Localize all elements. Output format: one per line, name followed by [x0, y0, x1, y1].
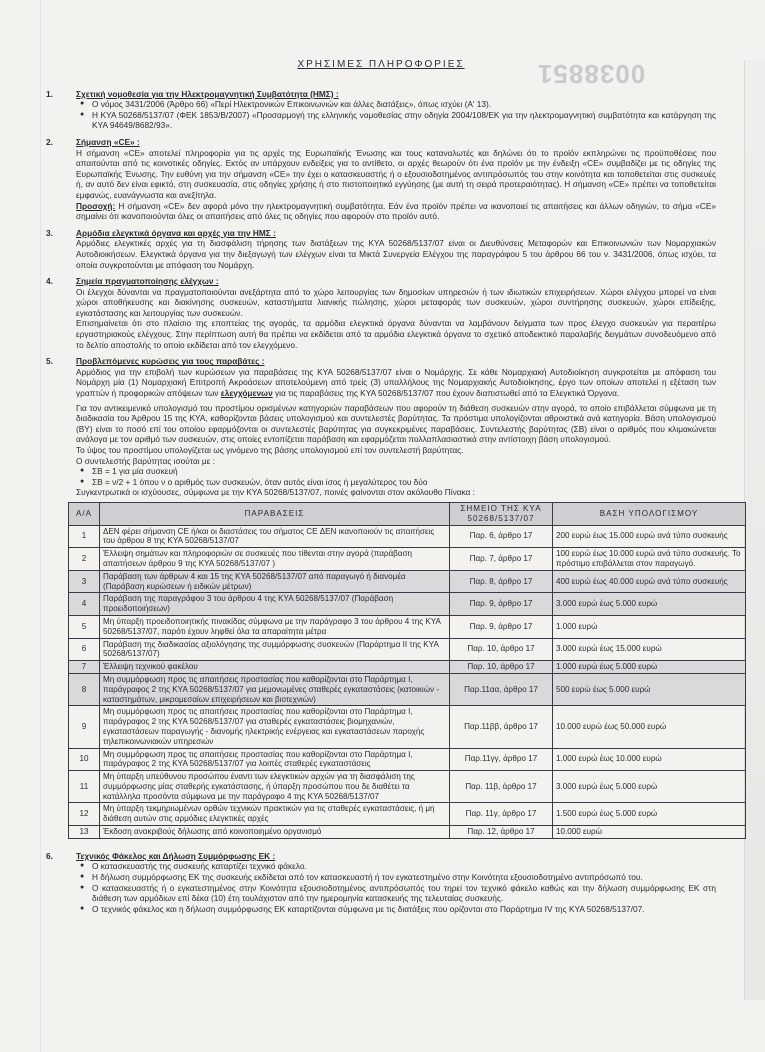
column-header: Α/Α	[69, 502, 100, 525]
paragraph: Ο συντελεστής βαρύτητας ισούται με :	[76, 455, 215, 466]
reference-cell: Παρ. 9, άρθρο 17	[450, 615, 553, 638]
reference-cell: Παρ. 10, άρθρο 17	[450, 661, 553, 674]
violation-cell: Μη συμμόρφωση προς τις απαιτήσεις προστασίας που καθορίζονται στο Παράρτημα I, παράγραφος 2 της ΚΥΑ 50268/5137/07 για μεμονωμένες σταθερές εγκαταστάσεις (κατοικιών - καταστημάτων, μικρομεσαίων επιχειρήσεων και βιοτεχνιών)	[100, 673, 450, 705]
table-row	[69, 673, 746, 705]
row-number-cell: 4	[69, 593, 100, 616]
paragraph: Συγκεντρωτικά οι ισχύουσες, σύμφωνα με την ΚΥΑ 50268/5137/07, ποινές φαίνονται στον ακόλουθο Πίνακα :	[76, 487, 475, 498]
table-row	[69, 661, 746, 674]
calculation-base-cell: 1.000 ευρώ	[553, 615, 746, 638]
violation-cell: Παράβαση της παραγράφου 3 του άρθρου 4 της ΚΥΑ 50268/5137/07 (Παράβαση προειδοποιήσεων)	[100, 593, 450, 616]
column-header: ΒΑΣΗ ΥΠΟΛΟΓΙΣΜΟΥ	[553, 502, 746, 525]
calculation-base-cell: 10.000 ευρώ έως 50.000 ευρώ	[553, 706, 746, 748]
reference-cell: Παρ. 12, άρθρο 17	[450, 826, 553, 839]
row-number-cell: 13	[69, 826, 100, 839]
row-number-cell: 8	[69, 673, 100, 705]
reference-cell: Παρ. 6, άρθρο 17	[450, 525, 553, 548]
row-number-cell: 11	[69, 771, 100, 803]
calculation-base-cell: 1.000 ευρώ έως 10.000 ευρώ	[553, 748, 746, 771]
list-item: ● ΣΒ = ν/2 + 1 όπου ν ο αριθμός των συσκευών, όταν αυτός είναι ίσος ή μεγαλύτερος του δύο	[76, 477, 716, 488]
section-heading: Αρμόδια ελεγκτικά όργανα και αρχές για την ΗΜΣ :	[76, 227, 276, 238]
section-4	[46, 276, 716, 350]
calculation-base-cell: 500 ευρώ έως 5.000 ευρώ	[553, 673, 746, 705]
table-header-row	[69, 502, 746, 525]
paragraph: Για τον αντικειμενικό υπολογισμό του προστίμου ορισμένων κατηγοριών παραβάσεων που αφορούν τη διάθεση συσκευών στην αγορά, το οποίο επιβάλλεται σύμφωνα με τη διαδικασία του Άρθρου 15 της ΚΥΑ, καθορίζονται βάσεις υπολογισμού και συντελεστές βαρύτητας. Τα πρόστιμα υπολογίζονται αθροιστικά ανά κατηγορία. Βάση υπολογισμού (ΒΥ) είναι το ποσό επί του οποίου εφαρμόζονται οι συντελεστές βαρύτητας για συγκεκριμένες παραβάσεις. Συντελεστής βαρύτητας (ΣΒ) είναι ο αριθμός που κλιμακώνεται ανάλογα με τον αριθμό των συσκευών, στις οποίες εντοπίζεται παράβαση και εφαρμόζεται πολλαπλασιαστικά στην αντίστοιχη βάση υπολογισμού.	[76, 402, 716, 445]
note-text: Η σήμανση «CE» δεν αφορά μόνο την ηλεκτρομαγνητική συμβατότητα. Εάν ένα προϊόν πρέπει να ικανοποιεί τις απαιτήσεις και άλλων οδηγιών, το σήμα «CE» σημαίνει ότι ικανοποιούνται όλες οι απαιτήσεις από όλες τις οδηγίες που αφορούν στο προϊόν αυτό.	[76, 200, 716, 222]
section-number: 2.	[46, 136, 53, 147]
calculation-base-cell: 200 ευρώ έως 15.000 ευρώ ανά τύπο συσκευής	[553, 525, 746, 548]
reference-cell: Παρ. 11γ, άρθρο 17	[450, 803, 553, 826]
text-run: Αρμόδιος για την επιβολή των κυρώσεων για παραβάσεις της ΚΥΑ 50268/5137/07 είναι ο Νομάρχης. Σε κάθε Νομαρχιακή Αυτοδιοίκηση συγκροτείται με απόφαση του Νομάρχη μία (1) Νομαρχιακή Επιτροπή Ακροάσεων αποτελούμενη από τρείς (3) υπαλλήλους της Νομαρχιακής Αυτοδιοίκησης, έργο των οποίων αποτελεί η εξέταση των γραπτών ή προφορικών απόψεων των	[76, 366, 716, 399]
paragraph: Το ύψος του προστίμου υπολογίζεται ως γινόμενο της βάσης υπολογισμού επί τον συντελεστή βαρύτητας.	[76, 445, 464, 455]
document-body	[46, 59, 741, 920]
violation-cell: Έλλειψη σημάτων και πληροφοριών σε συσκευές που τίθενται στην αγορά (παράβαση απαιτήσεων άρθρου 9 της ΚΥΑ 50268/5137/07 )	[100, 548, 450, 571]
left-margin-shadow	[0, 0, 41, 1052]
row-number-cell: 12	[69, 803, 100, 826]
violation-cell: Μη ύπαρξη τεκμηριωμένων ορθών τεχνικών πρακτικών για τις σταθερές εγκαταστάσεις, ή μη διάθεση αυτών στις αρμόδιες ελεγκτικές αρχές	[100, 803, 450, 826]
section-number: 6.	[46, 850, 53, 861]
violation-cell: Παράβαση της διαδικασίας αξιολόγησης της συμμόρφωσης συσκευών (Παράρτημα II της ΚΥΑ 50268/5137/07)	[100, 638, 450, 661]
reference-cell: Παρ. 9, άρθρο 17	[450, 593, 553, 616]
violation-cell: Μη συμμόρφωση προς τις απαιτήσεις προστασίας που καθορίζονται στο Παράρτημα I, παράγραφος 2 της ΚΥΑ 50268/5137/07 για σταθερές εγκαταστάσεις βιομηχανιών, εγκαταστάσεων παραγωγής - διανομής ηλεκτρικής ενέργειας και εγκαταστάσεων παροχής τηλεπικοινωνιακών υπηρεσιών	[100, 706, 450, 748]
section-heading: Σχετική νομοθεσία για την Ηλεκτρομαγνητική Συμβατότητα (ΗΜΣ) :	[76, 88, 339, 99]
calculation-base-cell: 1.000 ευρώ έως 5.000 ευρώ	[553, 661, 746, 674]
reference-cell: Παρ.11αα, άρθρο 17	[450, 673, 553, 705]
reference-cell: Παρ. 8, άρθρο 17	[450, 570, 553, 593]
row-number-cell: 9	[69, 706, 100, 748]
section-number: 5.	[46, 356, 53, 367]
calculation-base-cell: 100 ευρώ έως 10.000 ευρώ ανά τύπο συσκευής. Το πρόστιμο επιβάλλεται στον παραγωγό.	[553, 548, 746, 571]
table-row	[69, 771, 746, 803]
section-2	[46, 137, 716, 222]
table-row	[69, 826, 746, 839]
row-number-cell: 6	[69, 638, 100, 661]
section-number: 4.	[46, 276, 53, 287]
table-row	[69, 593, 746, 616]
section-heading: Σημεία πραγματοποίησης ελέγχων :	[76, 276, 219, 287]
column-header: ΠΑΡΑΒΑΣΕΙΣ	[100, 502, 450, 525]
list-item: ● ΣΒ = 1 για μία συσκευή	[76, 466, 716, 477]
violation-cell: Έλλειψη τεχνικού φακέλου	[100, 661, 450, 674]
calculation-base-cell: 10.000 ευρώ	[553, 826, 746, 839]
section-heading: Τεχνικός Φάκελος και Δήλωση Συμμόρφωσης ΕΚ :	[76, 850, 276, 861]
violation-cell: Μη συμμόρφωση προς τις απαιτήσεις προστασίας που καθορίζονται στο Παράρτημα I, παράγραφος 2 της ΚΥΑ 50268/5137/07 για λοιπές σταθερές εγκαταστάσεις	[100, 748, 450, 771]
paragraph: Επισημαίνεται ότι στο πλαίσιο της εποπτείας της αγοράς, τα αρμόδια ελεγκτικά όργανα δύνανται να λαμβάνουν δείγματα των προς έλεγχο συσκευών για περαιτέρω εργαστηριακούς ελέγχους. Στην περίπτωση αυτή θα πρέπει να εκδίδεται από τα αρμόδια ελεγκτικά όργανα το σχετικό αποδεικτικό παραλαβής δειγμάτων συνοδευόμενο από το δελτίο αποστολής το οποίο εκδίδεται από τον ελεγχόμενο.	[76, 318, 716, 350]
column-header: ΣΗΜΕΙΟ ΤΗΣ ΚΥΑ 50268/5137/07	[450, 502, 553, 525]
underlying-form-edge	[744, 60, 765, 1000]
violation-cell: Μη ύπαρξη προειδοποιητικής πινακίδας σύμφωνα με την παράγραφο 3 του άρθρου 4 της ΚΥΑ 50268/5137/07, παρότι έχουν ληφθεί όλα τα απαραίτητα μέτρα	[100, 615, 450, 638]
background-serial-number: 0038851	[536, 59, 645, 89]
list-item: ● Ο κατασκευαστής ή ο εγκατεστημένος στην Κοινότητα εξουσιοδοτημένος αντιπρόσωπός του τηρεί τον τεχνικό φάκελο καθώς και την δήλωση συμμόρφωσης ΕΚ στη διάθεση των αρμόδιων επί δέκα (10) έτη τουλάχιστον από την ημερομηνία κατασκευής της τελευταίας συσκευής.	[76, 883, 716, 904]
section-number: 3.	[46, 227, 53, 238]
table-row	[69, 548, 746, 571]
calculation-base-cell: 1.500 ευρώ έως 5.000 ευρώ	[553, 803, 746, 826]
row-number-cell: 7	[69, 661, 100, 674]
note-label: Προσοχή:	[76, 200, 116, 211]
table-row	[69, 638, 746, 661]
row-number-cell: 1	[69, 525, 100, 548]
list-item: ● Ο νόμος 3431/2006 (Άρθρο 66) «Περί Ηλεκτρονικών Επικοινωνιών και άλλες διατάξεις», όπως ισχύει (Α' 13).	[76, 99, 716, 110]
row-number-cell: 3	[69, 570, 100, 593]
reference-cell: Παρ. 7, άρθρο 17	[450, 548, 553, 571]
note-paragraph	[76, 201, 716, 222]
row-number-cell: 10	[69, 748, 100, 771]
table-row	[69, 525, 746, 548]
calculation-base-cell: 400 ευρώ έως 40.000 ευρώ ανά τύπο συσκευής	[553, 570, 746, 593]
violation-cell: Μη ύπαρξη υπεύθυνου προσώπου έναντι των ελεγκτικών αρχών για τη διασφάλιση της συμμόρφωσης μίας σταθερής εγκατάστασης, ή ύπαρξη προσώπου που δε διαθέτει τα κατάλληλα προσόντα σύμφωνα με την παράγραφο 4 της ΚΥΑ 50268/5137/07	[100, 771, 450, 803]
row-number-cell: 2	[69, 548, 100, 571]
reference-cell: Παρ. 11β, άρθρο 17	[450, 771, 553, 803]
list-item: ● Η δήλωση συμμόρφωσης ΕΚ της συσκευής εκδίδεται από τον κατασκευαστή ή τον εγκατεστημένο στην Κοινότητα εξουσιοδοτημένο αντιπρόσωπό του.	[76, 872, 716, 883]
list-item: ● Ο τεχνικός φάκελος και η δήλωση συμμόρφωσης ΕΚ καταρτίζονται σύμφωνα με τις διατάξεις που ορίζονται στο Παράρτημα IV της ΚΥΑ 50268/5137/07.	[76, 904, 716, 915]
list-item: ● Ο κατασκευαστής της συσκευής καταρτίζει τεχνικό φάκελο.	[76, 861, 716, 872]
paragraph	[76, 367, 716, 399]
table-row	[69, 803, 746, 826]
list-item: ● Η ΚΥΑ 50268/5137/07 (ΦΕΚ 1853/Β/2007) «Προσαρμογή της ελληνικής νομοθεσίας στην οδηγία 2004/108/ΕΚ για την ηλεκτρομαγνητική συμβατότητα και κατάργηση της ΚΥΑ 94649/8682/93».	[76, 110, 716, 131]
table-body	[69, 525, 746, 838]
row-number-cell: 5	[69, 615, 100, 638]
reference-cell: Παρ. 10, άρθρο 17	[450, 638, 553, 661]
paragraph: Η σήμανση «CE» αποτελεί πληροφορία για τις αρχές της Ευρωπαϊκής Ένωσης και τους καταναλωτές και δηλώνει ότι το προϊόν εκπληρώνει τις προϋποθέσεις που απαιτούνται από τις κοινοτικές οδηγίες. Εκτός αν υπάρχουν ενδείξεις για το αντίθετο, οι αρχές θεωρούν ότι ένα προϊόν με την ένδειξη «CE» συμβαδίζει με τις οδηγίες της Ευρωπαϊκής Ένωσης. Την ευθύνη για την σήμανση «CE» την έχει ο κατασκευαστής ή ο εξουσιοδοτημένος αντιπρόσωπός του στην κοινότητα και τοποθετείται στις συσκευές ή, αν αυτό δεν είναι εφικτό, στη συσκευασία, στις οδηγίες χρήσης ή στο πιστοποιητικό εγγύησης (με αυτή τη σειρά προτεραιότητας). Η σήμανση «CE» πρέπει να τοποθετείται εμφανώς, ευανάγνωστα και ανεξίτηλα.	[76, 147, 716, 200]
section-3	[46, 228, 716, 270]
reference-cell: Παρ.11ββ, άρθρο 17	[450, 706, 553, 748]
violation-cell: Έκδοση ανακριβούς δήλωσης από κοινοποιημένο οργανισμό	[100, 826, 450, 839]
penalties-table	[68, 502, 746, 839]
calculation-base-cell: 3.000 ευρώ έως 15.000 ευρώ	[553, 638, 746, 661]
section-6	[46, 851, 716, 915]
calculation-base-cell: 3.000 ευρώ έως 5.000 ευρώ	[553, 593, 746, 616]
calculation-base-cell: 3.000 ευρώ έως 5.000 ευρώ	[553, 771, 746, 803]
section-5	[46, 356, 741, 839]
violation-cell: Παράβαση των άρθρων 4 και 15 της ΚΥΑ 50268/5137/07 από παραγωγό ή διανομέα (Παράβαση κυρώσεων ή ειδικών μέτρων)	[100, 570, 450, 593]
page-title: ΧΡΗΣΙΜΕΣ ΠΛΗΡΟΦΟΡΙΕΣ	[297, 59, 465, 70]
section-heading: Σήμανση «CE» :	[76, 136, 140, 147]
reference-cell: Παρ.11γγ, άρθρο 17	[450, 748, 553, 771]
section-1	[46, 89, 716, 131]
table-row	[69, 570, 746, 593]
section-heading: Προβλεπόμενες κυρώσεις για τους παραβάτες :	[76, 356, 265, 367]
section-number: 1.	[46, 88, 53, 99]
table-row	[69, 615, 746, 638]
violation-cell: ΔΕΝ φέρει σήμανση CE ή/και οι διαστάσεις του σήματος CE ΔΕΝ ικανοποιούν τις απαιτήσεις του άρθρου 8 της ΚΥΑ 50268/5137/07	[100, 525, 450, 548]
table-row	[69, 748, 746, 771]
text-run: για τις παραβάσεις της ΚΥΑ 50268/5137/07 που έχουν διαπιστωθεί από τα Ελεγκτικά Όργανα.	[272, 388, 620, 399]
table-row	[69, 706, 746, 748]
paragraph: Οι έλεγχοι δύνανται να πραγματοποιούνται ανεξάρτητα από το χώρο λειτουργίας των δημοσίων υπηρεσιών ή των ιδιωτικών επιχειρήσεων. Χώροι ελέγχου μπορεί να είναι χώροι αποθήκευσης και διακίνησης συσκευών, καταστήματα λιανικής πώλησης, χώροι μεταφοράς των συσκευών, χώροι συντήρησης συσκευών, χώροι επίδειξης, εγκατάστασης και λειτουργίας των συσκευών.	[76, 286, 716, 318]
paragraph: Αρμόδιες ελεγκτικές αρχές για τη διασφάλιση τήρησης των διατάξεων της ΚΥΑ 50268/5137/07 είναι οι Διευθύνσεις Μεταφορών και Επικοινωνιών των Νομαρχιακών Αυτοδιοικήσεων. Ελεγκτικά όργανα για την διεξαγωγή των ελέγχων είναι τα Μικτά Συνεργεία Ελέγχου της παραγράφου 5 του άρθρου 66 του ν. 3431/2006, όπως ισχύει, τα οποία συγκροτούνται με απόφαση του Νομάρχη.	[76, 238, 716, 270]
emphasis-text: ελεγχόμενων	[220, 388, 273, 399]
